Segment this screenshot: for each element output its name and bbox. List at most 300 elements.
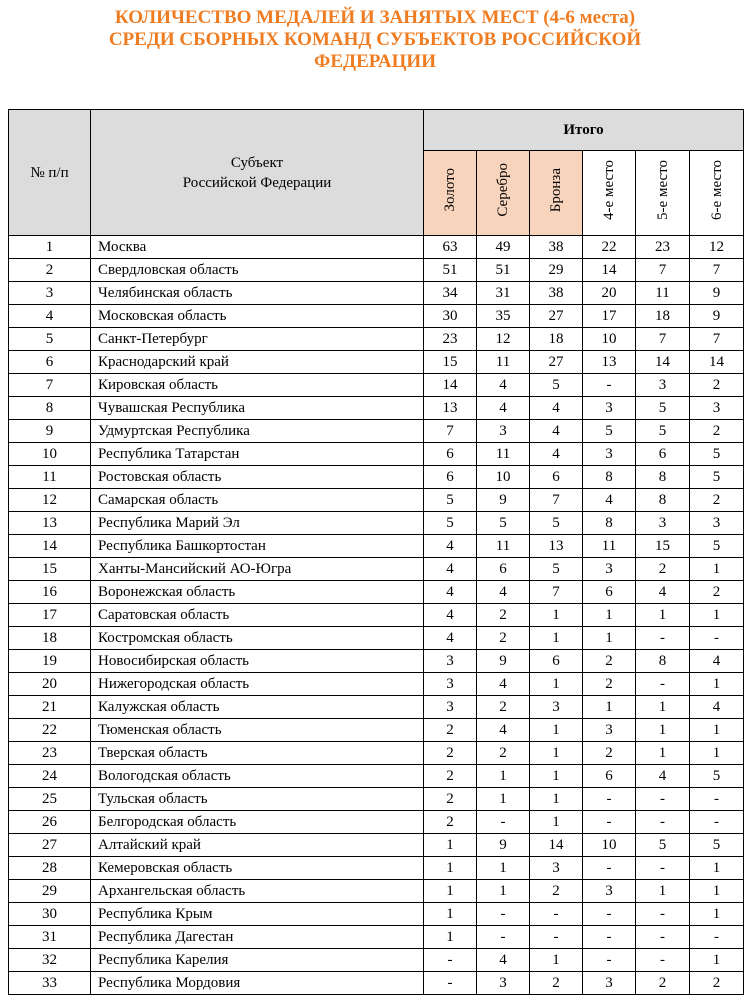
row-number: 2 [9, 259, 91, 282]
cell-place-5: 1 [636, 604, 690, 627]
cell-silver: 4 [477, 397, 530, 420]
cell-bronze: 1 [530, 788, 583, 811]
cell-place-4: 17 [583, 305, 636, 328]
table-row [9, 397, 744, 420]
cell-bronze: 1 [530, 765, 583, 788]
row-subject: Республика Мордовия [91, 972, 424, 995]
header-itogo: Итого [424, 110, 744, 151]
cell-bronze: 18 [530, 328, 583, 351]
table-row [9, 719, 744, 742]
cell-bronze: 3 [530, 696, 583, 719]
row-subject: Тульская область [91, 788, 424, 811]
row-subject: Республика Башкортостан [91, 535, 424, 558]
cell-gold: 4 [424, 604, 477, 627]
table-row [9, 903, 744, 926]
table-row [9, 489, 744, 512]
cell-place-4: 2 [583, 650, 636, 673]
cell-silver: 2 [477, 696, 530, 719]
cell-gold: 15 [424, 351, 477, 374]
cell-bronze: - [530, 926, 583, 949]
table-row [9, 374, 744, 397]
cell-place-4: 1 [583, 696, 636, 719]
cell-bronze: 7 [530, 581, 583, 604]
cell-place-5: - [636, 903, 690, 926]
header-5th [636, 151, 690, 236]
row-number: 14 [9, 535, 91, 558]
cell-place-4: 3 [583, 972, 636, 995]
row-number: 25 [9, 788, 91, 811]
cell-place-4: 8 [583, 512, 636, 535]
row-number: 20 [9, 673, 91, 696]
row-subject: Кемеровская область [91, 857, 424, 880]
cell-silver: - [477, 811, 530, 834]
cell-silver: 3 [477, 972, 530, 995]
row-number: 23 [9, 742, 91, 765]
cell-place-5: 14 [636, 351, 690, 374]
cell-place-5: 2 [636, 972, 690, 995]
cell-place-6: 3 [690, 397, 744, 420]
header-4th [583, 151, 636, 236]
row-subject: Алтайский край [91, 834, 424, 857]
table-row [9, 627, 744, 650]
cell-place-5: 8 [636, 466, 690, 489]
header-subject-line-2: Российской Федерации [182, 174, 332, 191]
row-subject: Саратовская область [91, 604, 424, 627]
cell-place-4: - [583, 903, 636, 926]
cell-gold: 5 [424, 512, 477, 535]
cell-bronze: 4 [530, 397, 583, 420]
table-body [9, 236, 744, 995]
cell-place-4: 6 [583, 765, 636, 788]
header-subject-line-1: Субъект [230, 154, 284, 171]
cell-bronze: 1 [530, 673, 583, 696]
cell-gold: 1 [424, 834, 477, 857]
cell-gold: 1 [424, 903, 477, 926]
cell-place-6: 1 [690, 604, 744, 627]
cell-silver: 4 [477, 673, 530, 696]
cell-gold: 2 [424, 788, 477, 811]
row-subject: Удмуртская Республика [91, 420, 424, 443]
table-row [9, 282, 744, 305]
cell-place-6: 1 [690, 949, 744, 972]
cell-gold: 4 [424, 558, 477, 581]
cell-gold: 6 [424, 466, 477, 489]
cell-place-6: - [690, 788, 744, 811]
row-number: 19 [9, 650, 91, 673]
cell-silver: 35 [477, 305, 530, 328]
row-subject: Республика Марий Эл [91, 512, 424, 535]
cell-silver: 31 [477, 282, 530, 305]
cell-place-5: 4 [636, 765, 690, 788]
table-row [9, 512, 744, 535]
cell-silver: 9 [477, 650, 530, 673]
cell-silver: 49 [477, 236, 530, 259]
cell-place-4: - [583, 926, 636, 949]
table-row [9, 443, 744, 466]
cell-place-4: 10 [583, 328, 636, 351]
cell-place-5: 11 [636, 282, 690, 305]
cell-place-6: - [690, 811, 744, 834]
cell-silver: 1 [477, 880, 530, 903]
row-number: 11 [9, 466, 91, 489]
row-number: 28 [9, 857, 91, 880]
header-bronze-label: Бронза [548, 167, 564, 213]
row-number: 13 [9, 512, 91, 535]
cell-place-5: 3 [636, 512, 690, 535]
row-number: 7 [9, 374, 91, 397]
table-row [9, 811, 744, 834]
table-row [9, 857, 744, 880]
cell-place-4: 3 [583, 719, 636, 742]
row-number: 26 [9, 811, 91, 834]
cell-place-4: 5 [583, 420, 636, 443]
row-number: 29 [9, 880, 91, 903]
cell-bronze: 1 [530, 719, 583, 742]
cell-place-6: 2 [690, 581, 744, 604]
cell-silver: 1 [477, 788, 530, 811]
cell-place-5: 3 [636, 374, 690, 397]
table-row [9, 788, 744, 811]
cell-silver: 9 [477, 834, 530, 857]
cell-silver: 4 [477, 581, 530, 604]
row-subject: Свердловская область [91, 259, 424, 282]
title-line-3: ФЕДЕРАЦИИ [314, 51, 436, 72]
cell-place-5: 8 [636, 650, 690, 673]
row-number: 15 [9, 558, 91, 581]
cell-place-4: 3 [583, 443, 636, 466]
cell-place-6: 9 [690, 305, 744, 328]
table-row [9, 328, 744, 351]
row-number: 16 [9, 581, 91, 604]
cell-place-5: 18 [636, 305, 690, 328]
cell-gold: 2 [424, 742, 477, 765]
row-subject: Новосибирская область [91, 650, 424, 673]
cell-place-6: 1 [690, 880, 744, 903]
cell-place-5: 5 [636, 834, 690, 857]
cell-bronze: 14 [530, 834, 583, 857]
cell-place-6: 1 [690, 903, 744, 926]
table-row [9, 535, 744, 558]
cell-gold: - [424, 949, 477, 972]
cell-silver: 1 [477, 765, 530, 788]
cell-place-4: 2 [583, 742, 636, 765]
cell-silver: 11 [477, 535, 530, 558]
row-subject: Калужская область [91, 696, 424, 719]
row-number: 4 [9, 305, 91, 328]
cell-bronze: 1 [530, 811, 583, 834]
row-subject: Вологодская область [91, 765, 424, 788]
cell-gold: 30 [424, 305, 477, 328]
cell-place-4: - [583, 811, 636, 834]
cell-bronze: 5 [530, 558, 583, 581]
cell-bronze: 7 [530, 489, 583, 512]
cell-gold: 1 [424, 926, 477, 949]
row-subject: Тюменская область [91, 719, 424, 742]
cell-place-4: 1 [583, 604, 636, 627]
row-number: 33 [9, 972, 91, 995]
row-number: 24 [9, 765, 91, 788]
cell-gold: 3 [424, 650, 477, 673]
row-subject: Краснодарский край [91, 351, 424, 374]
row-subject: Чувашская Республика [91, 397, 424, 420]
cell-silver: 2 [477, 627, 530, 650]
cell-bronze: 1 [530, 949, 583, 972]
cell-place-6: 2 [690, 972, 744, 995]
row-subject: Челябинская область [91, 282, 424, 305]
cell-place-4: 13 [583, 351, 636, 374]
table-row [9, 236, 744, 259]
cell-gold: 4 [424, 535, 477, 558]
cell-silver: 5 [477, 512, 530, 535]
cell-bronze: 1 [530, 627, 583, 650]
cell-place-4: 20 [583, 282, 636, 305]
table-row [9, 558, 744, 581]
row-subject: Республика Татарстан [91, 443, 424, 466]
cell-place-4: 14 [583, 259, 636, 282]
row-subject: Московская область [91, 305, 424, 328]
cell-place-6: 2 [690, 420, 744, 443]
row-number: 30 [9, 903, 91, 926]
cell-place-4: - [583, 949, 636, 972]
cell-place-6: 5 [690, 535, 744, 558]
header-6th-label: 6-е место [708, 160, 725, 220]
cell-silver: 9 [477, 489, 530, 512]
row-subject: Кировская область [91, 374, 424, 397]
cell-gold: 23 [424, 328, 477, 351]
title-line-2: СРЕДИ СБОРНЫХ КОМАНД СУБЪЕКТОВ РОССИЙСКОЙ [108, 29, 642, 50]
cell-silver: 4 [477, 374, 530, 397]
cell-gold: 7 [424, 420, 477, 443]
row-subject: Белгородская область [91, 811, 424, 834]
cell-place-6: 12 [690, 236, 744, 259]
table-row [9, 834, 744, 857]
cell-gold: 3 [424, 696, 477, 719]
table-row [9, 581, 744, 604]
cell-silver: 6 [477, 558, 530, 581]
cell-place-5: - [636, 811, 690, 834]
title-line-1: КОЛИЧЕСТВО МЕДАЛЕЙ И ЗАНЯТЫХ МЕСТ (4-6 места) [114, 7, 636, 28]
header-6th [690, 151, 744, 236]
table-row [9, 305, 744, 328]
cell-gold: 6 [424, 443, 477, 466]
cell-silver: 4 [477, 719, 530, 742]
table-row [9, 972, 744, 995]
row-number: 1 [9, 236, 91, 259]
header-5th-label: 5-е место [654, 160, 671, 220]
cell-place-6: 7 [690, 328, 744, 351]
row-number: 27 [9, 834, 91, 857]
table-row [9, 949, 744, 972]
row-subject: Ханты-Мансийский АО-Югра [91, 558, 424, 581]
cell-place-4: 2 [583, 673, 636, 696]
cell-silver: 3 [477, 420, 530, 443]
medals-table [8, 109, 744, 995]
cell-place-6: 4 [690, 650, 744, 673]
row-number: 8 [9, 397, 91, 420]
cell-gold: 14 [424, 374, 477, 397]
table-row [9, 466, 744, 489]
cell-gold: - [424, 972, 477, 995]
cell-place-5: - [636, 926, 690, 949]
row-subject: Воронежская область [91, 581, 424, 604]
cell-place-4: 1 [583, 627, 636, 650]
cell-bronze: 38 [530, 236, 583, 259]
header-gold-label: Золото [442, 168, 458, 212]
cell-place-5: 7 [636, 259, 690, 282]
table-row [9, 742, 744, 765]
cell-place-5: - [636, 788, 690, 811]
cell-place-5: 7 [636, 328, 690, 351]
table-row [9, 926, 744, 949]
cell-place-4: 22 [583, 236, 636, 259]
cell-silver: 12 [477, 328, 530, 351]
row-subject: Тверская область [91, 742, 424, 765]
cell-bronze: 5 [530, 374, 583, 397]
cell-gold: 3 [424, 673, 477, 696]
cell-bronze: - [530, 903, 583, 926]
cell-bronze: 1 [530, 604, 583, 627]
cell-silver: - [477, 903, 530, 926]
cell-place-5: - [636, 857, 690, 880]
row-number: 31 [9, 926, 91, 949]
cell-place-5: 1 [636, 719, 690, 742]
cell-place-5: 5 [636, 420, 690, 443]
header-subject [91, 110, 424, 236]
cell-place-6: 9 [690, 282, 744, 305]
table-row [9, 696, 744, 719]
cell-silver: 1 [477, 857, 530, 880]
cell-bronze: 5 [530, 512, 583, 535]
cell-place-6: 14 [690, 351, 744, 374]
cell-bronze: 27 [530, 305, 583, 328]
cell-place-6: - [690, 926, 744, 949]
cell-place-6: 2 [690, 489, 744, 512]
cell-gold: 2 [424, 765, 477, 788]
cell-bronze: 4 [530, 420, 583, 443]
header-silver [477, 151, 530, 236]
cell-gold: 13 [424, 397, 477, 420]
cell-place-4: 10 [583, 834, 636, 857]
row-number: 12 [9, 489, 91, 512]
cell-gold: 4 [424, 581, 477, 604]
cell-place-6: 1 [690, 719, 744, 742]
row-number: 22 [9, 719, 91, 742]
cell-bronze: 3 [530, 857, 583, 880]
table-row [9, 351, 744, 374]
cell-place-6: 1 [690, 673, 744, 696]
row-subject: Ростовская область [91, 466, 424, 489]
row-number: 5 [9, 328, 91, 351]
table-row [9, 673, 744, 696]
cell-bronze: 1 [530, 742, 583, 765]
row-number: 18 [9, 627, 91, 650]
header-bronze [530, 151, 583, 236]
cell-place-6: 5 [690, 443, 744, 466]
row-number: 10 [9, 443, 91, 466]
cell-bronze: 2 [530, 972, 583, 995]
cell-bronze: 29 [530, 259, 583, 282]
cell-gold: 5 [424, 489, 477, 512]
cell-place-6: 5 [690, 765, 744, 788]
cell-bronze: 2 [530, 880, 583, 903]
cell-place-5: 8 [636, 489, 690, 512]
cell-place-4: - [583, 857, 636, 880]
row-number: 17 [9, 604, 91, 627]
table-row [9, 880, 744, 903]
cell-place-4: 8 [583, 466, 636, 489]
cell-place-5: 1 [636, 742, 690, 765]
table-row [9, 604, 744, 627]
cell-place-4: 11 [583, 535, 636, 558]
cell-place-4: 3 [583, 397, 636, 420]
cell-silver: 4 [477, 949, 530, 972]
cell-place-6: 4 [690, 696, 744, 719]
cell-bronze: 6 [530, 466, 583, 489]
header-num: № п/п [9, 110, 91, 236]
cell-place-5: 4 [636, 581, 690, 604]
cell-bronze: 27 [530, 351, 583, 374]
cell-place-6: 2 [690, 374, 744, 397]
cell-gold: 2 [424, 811, 477, 834]
cell-place-4: 3 [583, 558, 636, 581]
cell-place-6: - [690, 627, 744, 650]
cell-place-6: 7 [690, 259, 744, 282]
cell-gold: 51 [424, 259, 477, 282]
cell-place-6: 1 [690, 742, 744, 765]
cell-gold: 1 [424, 857, 477, 880]
cell-silver: 2 [477, 742, 530, 765]
row-subject: Москва [91, 236, 424, 259]
cell-bronze: 38 [530, 282, 583, 305]
page-title [0, 0, 750, 73]
row-subject: Архангельская область [91, 880, 424, 903]
row-number: 9 [9, 420, 91, 443]
cell-place-5: 6 [636, 443, 690, 466]
table-header [9, 110, 744, 236]
cell-gold: 34 [424, 282, 477, 305]
cell-gold: 2 [424, 719, 477, 742]
cell-place-5: - [636, 949, 690, 972]
cell-place-4: - [583, 374, 636, 397]
cell-silver: 51 [477, 259, 530, 282]
row-number: 21 [9, 696, 91, 719]
cell-place-4: 4 [583, 489, 636, 512]
cell-place-6: 5 [690, 834, 744, 857]
cell-place-4: - [583, 788, 636, 811]
cell-place-5: 2 [636, 558, 690, 581]
row-subject: Республика Крым [91, 903, 424, 926]
header-silver-label: Серебро [495, 163, 511, 217]
cell-bronze: 13 [530, 535, 583, 558]
table-row [9, 650, 744, 673]
cell-silver: 2 [477, 604, 530, 627]
cell-silver: 11 [477, 351, 530, 374]
row-number: 3 [9, 282, 91, 305]
header-gold [424, 151, 477, 236]
cell-place-5: 1 [636, 880, 690, 903]
table-row [9, 420, 744, 443]
cell-silver: 11 [477, 443, 530, 466]
cell-place-6: 1 [690, 558, 744, 581]
row-subject: Нижегородская область [91, 673, 424, 696]
cell-place-5: - [636, 627, 690, 650]
cell-place-6: 1 [690, 857, 744, 880]
row-subject: Самарская область [91, 489, 424, 512]
cell-silver: 10 [477, 466, 530, 489]
cell-place-5: 23 [636, 236, 690, 259]
row-subject: Республика Карелия [91, 949, 424, 972]
cell-gold: 1 [424, 880, 477, 903]
